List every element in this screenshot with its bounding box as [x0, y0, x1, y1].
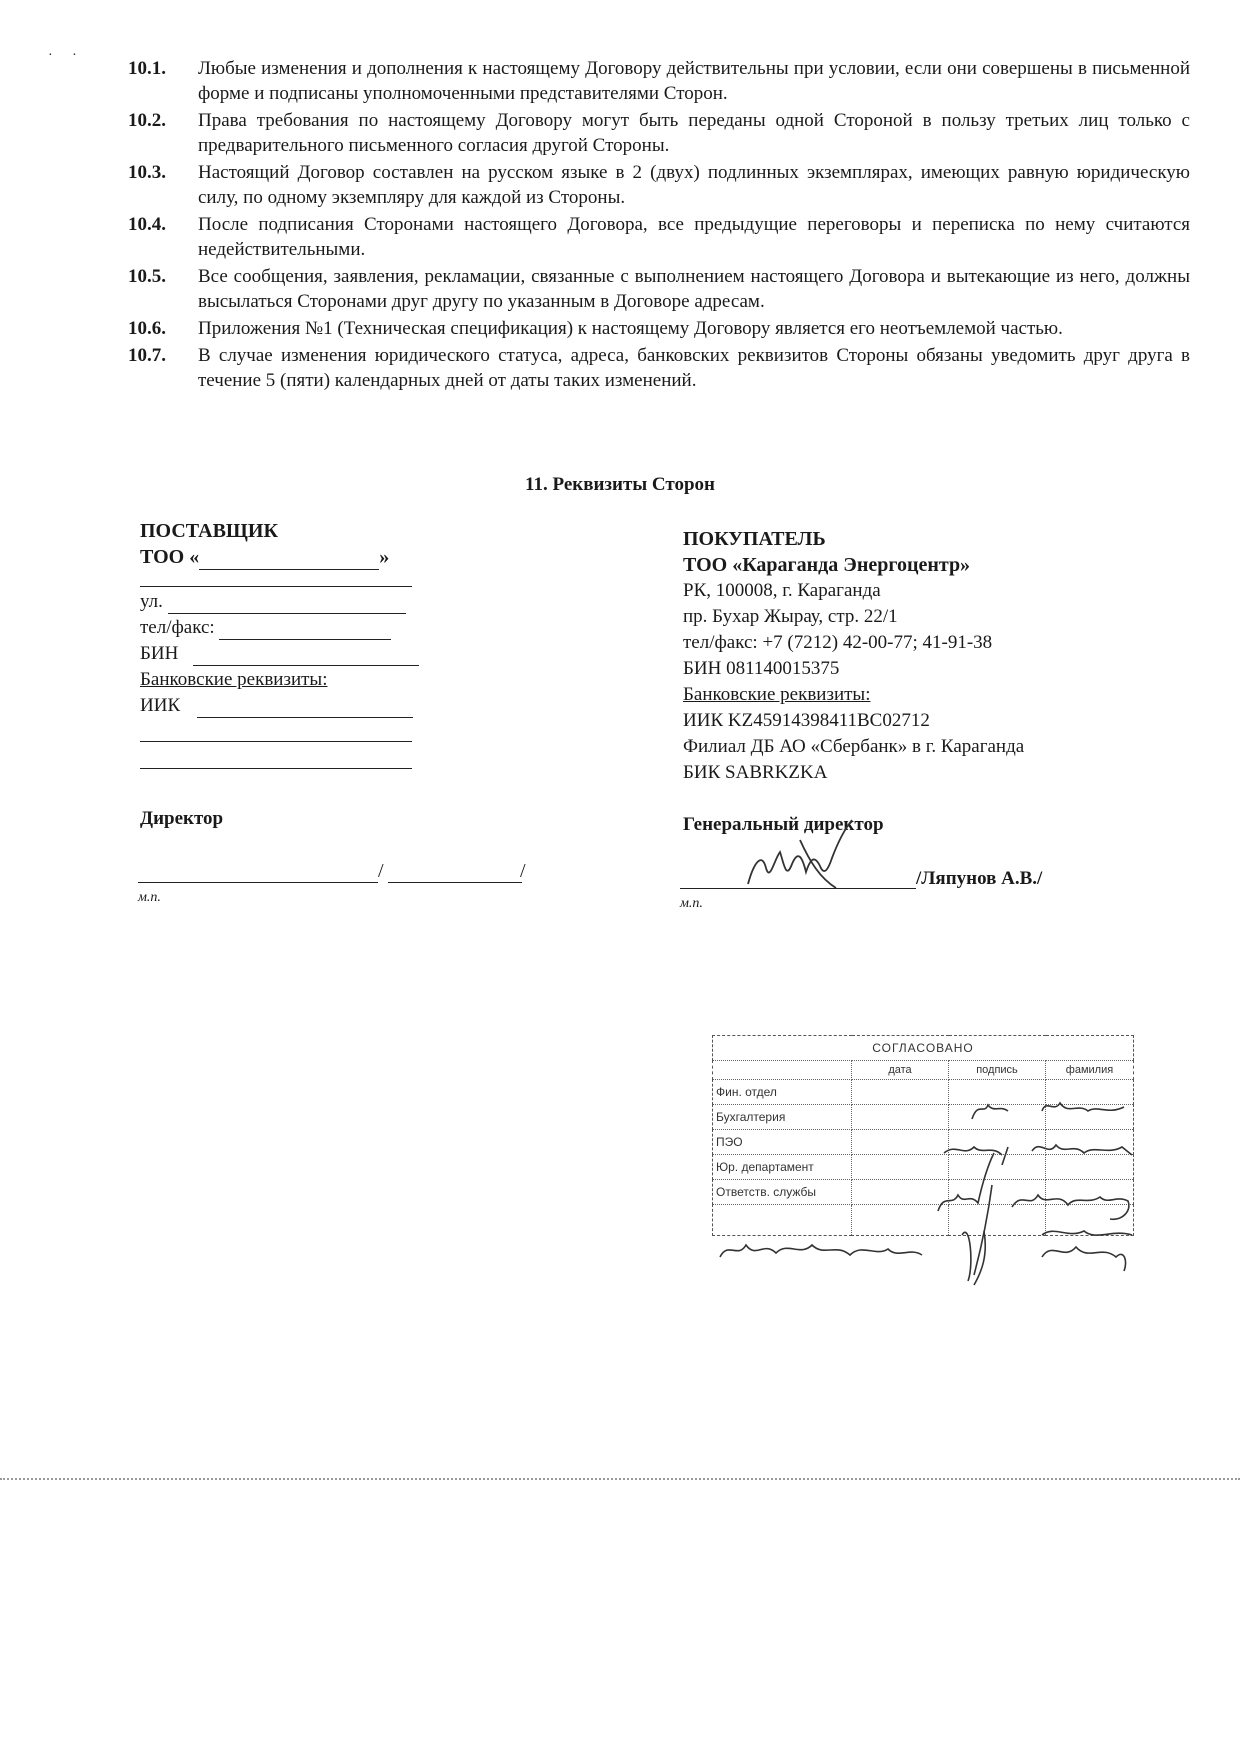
phone-blank [219, 623, 391, 640]
clauses-list [128, 56, 1190, 395]
clause-number: 10.7. [128, 345, 166, 366]
supplier-block [140, 518, 440, 769]
supplier-bank-label: Банковские реквизиты: [140, 669, 328, 690]
bin-blank [193, 649, 419, 666]
buyer-address1: РК, 100008, г. Караганда [683, 580, 881, 601]
stamp-row-label: Бухгалтерия [713, 1105, 852, 1130]
supplier-org-prefix: ТОО « [140, 546, 200, 568]
clause-text: Приложения №1 (Техническая спецификация) к настоящему Договору является его неотъемлемой частью. [198, 318, 1063, 339]
stamp-col-name: фамилия [1046, 1061, 1134, 1080]
supplier-org [140, 544, 440, 570]
clause-number: 10.6. [128, 318, 166, 339]
bin-label: БИН [140, 643, 179, 664]
supplier-signature-line [138, 882, 378, 883]
buyer-bin: БИН 081140015375 [683, 658, 840, 679]
buyer-iik: ИИК KZ45914398411BC02712 [683, 710, 930, 731]
stamp-row-label: Фин. отдел [713, 1080, 852, 1105]
buyer-address2: пр. Бухар Жырау, стр. 22/1 [683, 606, 898, 627]
clause-number: 10.2. [128, 110, 166, 131]
clause [128, 160, 1190, 210]
section-title: 11. Реквизиты Сторон [525, 474, 715, 495]
clause [128, 56, 1190, 106]
buyer-block [683, 526, 1163, 786]
slash: / [520, 860, 526, 882]
clause [128, 108, 1190, 158]
stamp-row-label: Юр. департамент [713, 1155, 852, 1180]
stamp-row-label: Ответств. службы [713, 1180, 852, 1205]
stamp-title: СОГЛАСОВАНО [713, 1036, 1134, 1061]
buyer-heading: ПОКУПАТЕЛЬ [683, 528, 826, 550]
buyer-role: Генеральный директор [683, 814, 884, 835]
iik-label: ИИК [140, 695, 181, 716]
clause-number: 10.1. [128, 58, 166, 79]
supplier-name-line [388, 882, 522, 883]
clause-text: Настоящий Договор составлен на русском языке в 2 (двух) подлинных экземплярах, имеющих равную юридическую силу, по одному экземпляру для каждой из Стороны. [198, 162, 1190, 208]
clause-text: Все сообщения, заявления, рекламации, связанные с выполнением настоящего Договора и вытекающие из него, должны высылаться Сторонами друг другу по указанным в Договоре адресам. [198, 266, 1190, 312]
buyer-bank-label: Банковские реквизиты: [683, 684, 871, 705]
clause-text: Любые изменения и дополнения к настоящему Договору действительны при условии, если они совершены в письменной форме и подписаны уполномоченными представителями Сторон. [198, 58, 1190, 104]
clause [128, 343, 1190, 393]
buyer-phone: тел/факс: +7 (7212) 42-00-77; 41-91-38 [683, 632, 993, 653]
blank-line [140, 752, 412, 769]
clause-text: В случае изменения юридического статуса, адреса, банковских реквизитов Стороны обязаны уведомить друг друга в течение 5 (пяти) календарных дней от даты таких изменений. [198, 345, 1190, 391]
supplier-role: Директор [140, 808, 224, 829]
buyer-bik: БИК SABRKZKA [683, 762, 828, 783]
blank-line [140, 725, 412, 742]
scan-artifact-line [0, 1478, 1240, 1480]
clause-text: После подписания Сторонами настоящего Договора, все предыдущие переговоры и переписка по нему считаются недействительными. [198, 214, 1190, 260]
buyer-branch: Филиал ДБ АО «Сбербанк» в г. Караганда [683, 736, 1025, 757]
stamp-col-date: дата [852, 1061, 949, 1080]
supplier-org-blank [199, 551, 379, 570]
stamp-handwriting [712, 1035, 1182, 1295]
street-blank [168, 597, 406, 614]
supplier-bin-row [140, 641, 440, 667]
street-label: ул. [140, 591, 163, 612]
clause-text: Права требования по настоящему Договору могут быть переданы одной Стороной в пользу третьих лиц только с предварительного письменного согласия другой Стороны. [198, 110, 1190, 156]
stamp-row-label: ПЭО [713, 1130, 852, 1155]
clause-number: 10.3. [128, 162, 166, 183]
stamp-col-sign: подпись [949, 1061, 1046, 1080]
supplier-stamp-place: м.п. [138, 890, 161, 905]
clause [128, 316, 1190, 341]
clause-number: 10.4. [128, 214, 166, 235]
slash: / [378, 860, 384, 882]
buyer-stamp-place: м.п. [680, 896, 703, 911]
clause [128, 264, 1190, 314]
buyer-signatory: /Ляпунов А.В./ [916, 868, 1043, 889]
director-signature [740, 812, 880, 896]
clause [128, 212, 1190, 262]
scan-artifact: · · [48, 48, 85, 63]
buyer-org: ТОО «Караганда Энергоцентр» [683, 554, 971, 576]
clause-number: 10.5. [128, 266, 166, 287]
approval-stamp [712, 1035, 1134, 1249]
blank-line [140, 570, 412, 587]
iik-blank [197, 701, 413, 718]
supplier-street-row [140, 589, 440, 615]
supplier-phone-row [140, 615, 440, 641]
supplier-iik-row [140, 693, 440, 719]
supplier-heading: ПОСТАВЩИК [140, 520, 278, 542]
phone-label: тел/факс: [140, 617, 215, 638]
supplier-org-suffix: » [379, 546, 390, 568]
